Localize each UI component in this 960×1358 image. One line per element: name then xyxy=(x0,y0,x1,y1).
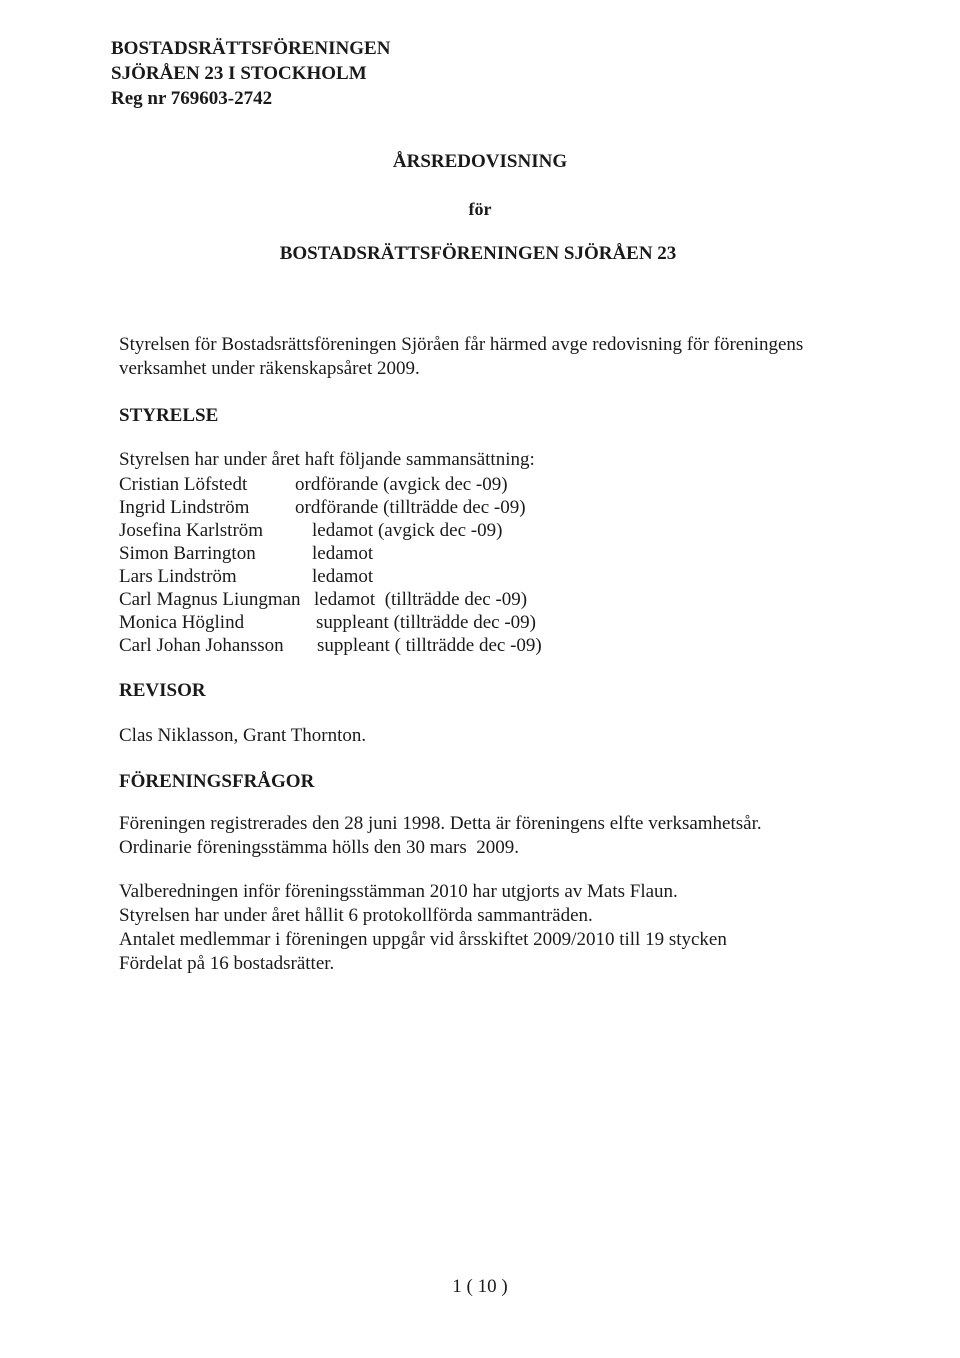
page-number: 1 ( 10 ) xyxy=(452,1276,508,1297)
document-subtitle: BOSTADSRÄTTSFÖRENINGEN SJÖRÅEN 23 xyxy=(279,243,677,264)
member-name: Lars Lindström xyxy=(119,566,237,587)
intro-paragraph xyxy=(119,333,839,381)
paragraph-line: Valberedningen inför föreningsstämman 2010 har utgjorts av Mats Flaun. xyxy=(119,881,678,902)
styrelse-intro: Styrelsen har under året haft följande sammansättning: xyxy=(119,449,535,470)
member-role: ledamot xyxy=(312,566,374,587)
organization-location: SJÖRÅEN 23 I STOCKHOLM xyxy=(111,63,367,84)
revisor-heading: REVISOR xyxy=(119,680,206,701)
foreningsfragor-heading: FÖRENINGSFRÅGOR xyxy=(119,771,315,792)
member-name: Josefina Karlström xyxy=(119,520,264,541)
styrelse-heading: STYRELSE xyxy=(119,405,219,426)
intro-line: verksamhet under räkenskapsåret 2009. xyxy=(119,358,420,379)
member-name: Cristian Löfstedt xyxy=(119,474,248,495)
foreningsfragor-paragraph-2 xyxy=(119,880,727,976)
member-name: Ingrid Lindström xyxy=(119,497,250,518)
member-name: Simon Barrington xyxy=(119,543,256,564)
member-role: ledamot xyxy=(312,543,374,564)
paragraph-line: Antalet medlemmar i föreningen uppgår vid årsskiftet 2009/2010 till 19 stycken xyxy=(119,929,727,950)
organization-name: BOSTADSRÄTTSFÖRENINGEN xyxy=(111,38,391,59)
member-role: ordförande (tillträdde dec -09) xyxy=(295,497,526,518)
paragraph-line: Styrelsen har under året hållit 6 protokollförda sammanträden. xyxy=(119,905,593,926)
member-role: suppleant (tillträdde dec -09) xyxy=(316,612,537,633)
paragraph-line: Ordinarie föreningsstämma hölls den 30 mars 2009. xyxy=(119,837,519,858)
member-name: Monica Höglind xyxy=(119,612,245,633)
member-name: Carl Johan Johansson xyxy=(119,635,284,656)
member-name: Carl Magnus Liungman xyxy=(119,589,301,610)
member-role: ledamot (avgick dec -09) xyxy=(312,520,503,541)
member-role: suppleant ( tillträdde dec -09) xyxy=(317,635,542,656)
registration-number: Reg nr 769603-2742 xyxy=(111,88,273,109)
title-for: för xyxy=(468,199,492,219)
revisor-text: Clas Niklasson, Grant Thornton. xyxy=(119,725,367,746)
document-title: ÅRSREDOVISNING xyxy=(392,151,568,172)
intro-line: Styrelsen för Bostadsrättsföreningen Sjöråen får härmed avge redovisning för föreningens xyxy=(119,334,804,355)
member-role: ordförande (avgick dec -09) xyxy=(295,474,508,495)
foreningsfragor-paragraph-1 xyxy=(119,812,762,860)
organization-header xyxy=(111,36,390,111)
member-role: ledamot (tillträdde dec -09) xyxy=(314,589,528,610)
paragraph-line: Fördelat på 16 bostadsrätter. xyxy=(119,953,335,974)
paragraph-line: Föreningen registrerades den 28 juni 1998. Detta är föreningens elfte verksamhetsår. xyxy=(119,813,762,834)
